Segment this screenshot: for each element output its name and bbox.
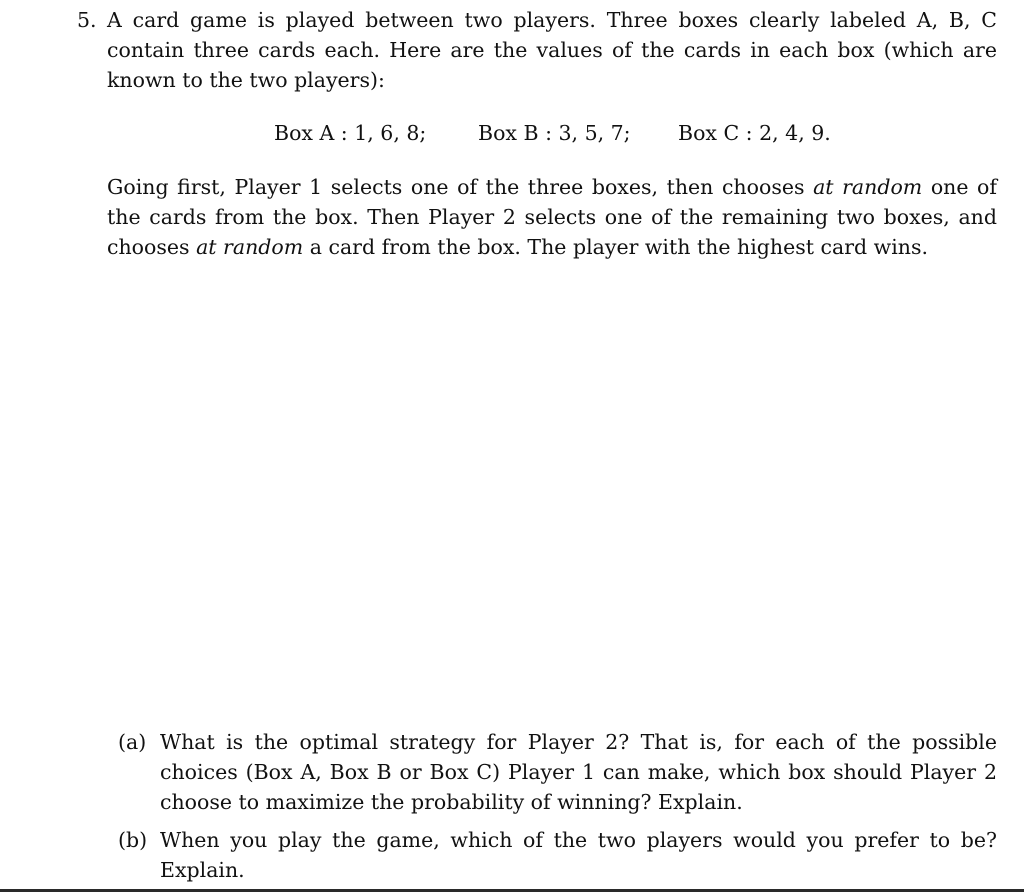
part-a-line: choices (Box A, Box B or Box C) Player 1 can make, which box should Player 2 (160, 760, 997, 784)
rules-line-2: the cards from the box. Then Player 2 selects one of the remaining two boxes, and (107, 205, 997, 229)
rules-text: chooses (107, 235, 190, 259)
part-b-question (160, 825, 997, 885)
part-b-label: (b) (118, 828, 148, 852)
intro-line: known to the two players): (107, 68, 385, 92)
game-rules (107, 172, 997, 262)
box-c-values: Box C : 2, 4, 9. (678, 121, 831, 145)
rules-line-3 (107, 232, 997, 262)
part-a-label: (a) (118, 730, 147, 754)
problem-number: 5. (77, 8, 97, 32)
part-a-line: What is the optimal strategy for Player 2? That is, for each of the possible (160, 730, 997, 754)
rules-line-1 (107, 172, 997, 202)
rules-text: one of (930, 175, 997, 199)
part-a-question (160, 727, 997, 817)
rules-text: Going first, Player 1 selects one of the three boxes, then chooses (107, 175, 805, 199)
page-bottom-border (0, 889, 1024, 892)
rules-text: a card from the box. The player with the highest card wins. (309, 235, 929, 259)
part-b-line: When you play the game, which of the two players would you prefer to be? (160, 828, 997, 852)
part-b-line: Explain. (160, 858, 245, 882)
box-a-values: Box A : 1, 6, 8; (274, 121, 427, 145)
rules-emphasis: at random (196, 235, 304, 259)
box-b-values: Box B : 3, 5, 7; (478, 121, 631, 145)
intro-line: A card game is played between two players. Three boxes clearly labeled A, B, C (107, 8, 997, 32)
rules-emphasis: at random (813, 175, 923, 199)
intro-line: contain three cards each. Here are the values of the cards in each box (which are (107, 38, 997, 62)
problem-intro (107, 5, 997, 95)
part-a-line: choose to maximize the probability of winning? Explain. (160, 790, 743, 814)
